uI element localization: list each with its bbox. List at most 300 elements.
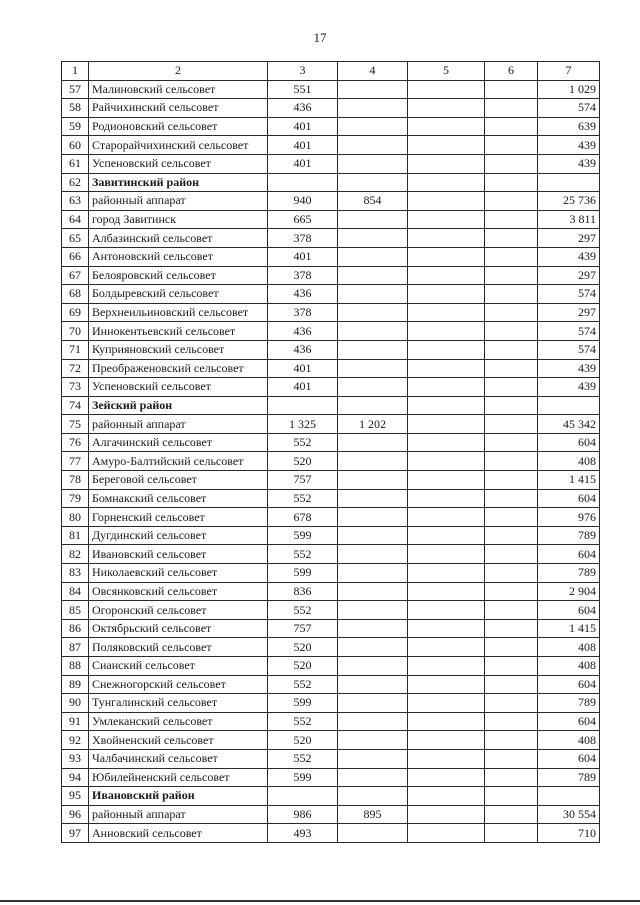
col5-cell xyxy=(408,117,485,136)
col7-cell: 1 415 xyxy=(538,471,600,490)
col7-cell: 297 xyxy=(538,266,600,285)
col7-cell: 604 xyxy=(538,489,600,508)
col3-cell: 599 xyxy=(268,694,338,713)
name-cell: Горненский сельсовет xyxy=(89,508,268,527)
col7-cell: 574 xyxy=(538,340,600,359)
col4-cell xyxy=(338,210,408,229)
col6-cell xyxy=(485,526,538,545)
col3-cell: 401 xyxy=(268,117,338,136)
group-row xyxy=(62,787,600,806)
col5-cell xyxy=(408,564,485,583)
col7-cell: 408 xyxy=(538,657,600,676)
col3-cell xyxy=(268,787,338,806)
col3-cell: 678 xyxy=(268,508,338,527)
col4-cell xyxy=(338,471,408,490)
col3-cell: 1 325 xyxy=(268,415,338,434)
col4-cell xyxy=(338,80,408,99)
table-row xyxy=(62,619,600,638)
col6-cell xyxy=(485,657,538,676)
col5-cell xyxy=(408,768,485,787)
col5-cell xyxy=(408,694,485,713)
name-cell: Снежногорский сельсовет xyxy=(89,675,268,694)
row-number-cell: 73 xyxy=(62,378,89,397)
col4-cell xyxy=(338,173,408,192)
col7-cell: 45 342 xyxy=(538,415,600,434)
name-cell: Юбилейненский сельсовет xyxy=(89,768,268,787)
name-cell: Малиновский сельсовет xyxy=(89,80,268,99)
name-cell: Райчихинский сельсовет xyxy=(89,99,268,118)
col5-cell xyxy=(408,396,485,415)
col3-cell: 520 xyxy=(268,657,338,676)
table-row xyxy=(62,675,600,694)
row-number-cell: 71 xyxy=(62,340,89,359)
col5-cell xyxy=(408,787,485,806)
col6-cell xyxy=(485,229,538,248)
col5-cell xyxy=(408,247,485,266)
table-row xyxy=(62,247,600,266)
col3-cell: 552 xyxy=(268,712,338,731)
name-cell: Родионовский сельсовет xyxy=(89,117,268,136)
col6-cell xyxy=(485,675,538,694)
table-row xyxy=(62,749,600,768)
col6-cell xyxy=(485,136,538,155)
row-number-cell: 78 xyxy=(62,471,89,490)
row-number-cell: 66 xyxy=(62,247,89,266)
col6-cell xyxy=(485,80,538,99)
col3-cell: 378 xyxy=(268,229,338,248)
col6-cell xyxy=(485,415,538,434)
col7-cell: 1 415 xyxy=(538,619,600,638)
col7-cell: 439 xyxy=(538,154,600,173)
name-cell: Преображеновский сельсовет xyxy=(89,359,268,378)
col4-cell xyxy=(338,787,408,806)
col6-cell xyxy=(485,154,538,173)
col7-cell: 439 xyxy=(538,247,600,266)
col5-cell xyxy=(408,824,485,843)
col6-cell xyxy=(485,712,538,731)
table-row xyxy=(62,80,600,99)
col5-cell xyxy=(408,322,485,341)
col3-cell: 401 xyxy=(268,136,338,155)
col6-cell xyxy=(485,749,538,768)
col7-cell xyxy=(538,396,600,415)
col4-cell xyxy=(338,638,408,657)
col7-cell: 604 xyxy=(538,545,600,564)
row-number-cell: 87 xyxy=(62,638,89,657)
page-number: 17 xyxy=(313,30,327,45)
col5-cell xyxy=(408,731,485,750)
col7-cell: 439 xyxy=(538,136,600,155)
name-cell: Белояровский сельсовет xyxy=(89,266,268,285)
col7-cell: 439 xyxy=(538,359,600,378)
col3-cell: 436 xyxy=(268,322,338,341)
row-number-cell: 76 xyxy=(62,433,89,452)
col6-cell xyxy=(485,582,538,601)
col7-cell: 439 xyxy=(538,378,600,397)
row-number-cell: 83 xyxy=(62,564,89,583)
name-cell: Завитинский район xyxy=(89,173,268,192)
col3-cell: 599 xyxy=(268,526,338,545)
row-number-cell: 67 xyxy=(62,266,89,285)
col6-cell xyxy=(485,285,538,304)
col3-cell: 401 xyxy=(268,247,338,266)
col4-cell: 854 xyxy=(338,192,408,211)
row-number-cell: 90 xyxy=(62,694,89,713)
col6-cell xyxy=(485,210,538,229)
col5-cell xyxy=(408,638,485,657)
col4-cell xyxy=(338,396,408,415)
table-row xyxy=(62,117,600,136)
col3-cell: 552 xyxy=(268,433,338,452)
group-row xyxy=(62,396,600,415)
col3-cell: 520 xyxy=(268,731,338,750)
col6-cell xyxy=(485,768,538,787)
row-number-cell: 69 xyxy=(62,303,89,322)
col7-cell: 789 xyxy=(538,564,600,583)
col4-cell xyxy=(338,136,408,155)
name-cell: Тунгалинский сельсовет xyxy=(89,694,268,713)
table-row xyxy=(62,359,600,378)
row-number-cell: 72 xyxy=(62,359,89,378)
col6-cell xyxy=(485,359,538,378)
col4-cell xyxy=(338,824,408,843)
col4-cell xyxy=(338,433,408,452)
name-cell: Успеновский сельсовет xyxy=(89,154,268,173)
col4-cell xyxy=(338,229,408,248)
col4-cell xyxy=(338,601,408,620)
row-number-cell: 60 xyxy=(62,136,89,155)
table-header-row xyxy=(62,62,600,81)
col6-cell xyxy=(485,322,538,341)
table-row xyxy=(62,340,600,359)
col4-cell: 1 202 xyxy=(338,415,408,434)
col6-cell xyxy=(485,378,538,397)
table-row xyxy=(62,136,600,155)
col3-cell: 378 xyxy=(268,266,338,285)
col3-cell: 665 xyxy=(268,210,338,229)
name-cell: Береговой сельсовет xyxy=(89,471,268,490)
col7-cell: 789 xyxy=(538,768,600,787)
row-number-cell: 62 xyxy=(62,173,89,192)
col4-cell xyxy=(338,117,408,136)
name-cell: районный аппарат xyxy=(89,415,268,434)
col6-cell xyxy=(485,564,538,583)
col6-cell xyxy=(485,247,538,266)
col5-cell xyxy=(408,415,485,434)
row-number-cell: 77 xyxy=(62,452,89,471)
name-cell: Верхнеильиновский сельсовет xyxy=(89,303,268,322)
col3-cell: 757 xyxy=(268,619,338,638)
row-number-cell: 94 xyxy=(62,768,89,787)
col4-cell xyxy=(338,749,408,768)
col4-cell xyxy=(338,452,408,471)
col6-cell xyxy=(485,824,538,843)
col5-cell xyxy=(408,471,485,490)
col6-cell xyxy=(485,508,538,527)
row-number-cell: 75 xyxy=(62,415,89,434)
table-row xyxy=(62,303,600,322)
name-cell: Старорайчихинский сельсовет xyxy=(89,136,268,155)
col7-cell: 408 xyxy=(538,638,600,657)
table-row xyxy=(62,805,600,824)
name-cell: Куприяновский сельсовет xyxy=(89,340,268,359)
col3-cell: 552 xyxy=(268,601,338,620)
row-number-cell: 93 xyxy=(62,749,89,768)
row-number-cell: 64 xyxy=(62,210,89,229)
table-row xyxy=(62,192,600,211)
col6-cell xyxy=(485,545,538,564)
col7-cell: 789 xyxy=(538,526,600,545)
name-cell: Иннокентьевский сельсовет xyxy=(89,322,268,341)
col6-cell xyxy=(485,396,538,415)
col5-cell xyxy=(408,657,485,676)
table-row xyxy=(62,712,600,731)
row-number-cell: 84 xyxy=(62,582,89,601)
col7-cell: 976 xyxy=(538,508,600,527)
col4-cell xyxy=(338,545,408,564)
row-number-cell: 63 xyxy=(62,192,89,211)
col5-cell xyxy=(408,712,485,731)
row-number-cell: 85 xyxy=(62,601,89,620)
table-row xyxy=(62,229,600,248)
col5-cell xyxy=(408,508,485,527)
col6-cell xyxy=(485,787,538,806)
col6-cell xyxy=(485,192,538,211)
col7-cell: 30 554 xyxy=(538,805,600,824)
name-cell: районный аппарат xyxy=(89,805,268,824)
table-row xyxy=(62,378,600,397)
row-number-cell: 81 xyxy=(62,526,89,545)
row-number-cell: 95 xyxy=(62,787,89,806)
col3-cell: 436 xyxy=(268,99,338,118)
col4-cell xyxy=(338,564,408,583)
row-number-cell: 59 xyxy=(62,117,89,136)
col4-cell xyxy=(338,526,408,545)
row-number-cell: 92 xyxy=(62,731,89,750)
col4-cell xyxy=(338,508,408,527)
group-row xyxy=(62,173,600,192)
col7-cell: 297 xyxy=(538,229,600,248)
col7-cell: 1 029 xyxy=(538,80,600,99)
col5-cell xyxy=(408,285,485,304)
col3-cell: 551 xyxy=(268,80,338,99)
col5-cell xyxy=(408,526,485,545)
name-cell: Огоронский сельсовет xyxy=(89,601,268,620)
col4-cell xyxy=(338,154,408,173)
col4-cell xyxy=(338,731,408,750)
col6-cell xyxy=(485,303,538,322)
column-header: 6 xyxy=(485,62,538,81)
table-row xyxy=(62,415,600,434)
col3-cell: 552 xyxy=(268,675,338,694)
row-number-cell: 88 xyxy=(62,657,89,676)
table-row xyxy=(62,768,600,787)
col3-cell: 436 xyxy=(268,340,338,359)
col7-cell: 408 xyxy=(538,731,600,750)
col4-cell xyxy=(338,582,408,601)
table-row xyxy=(62,210,600,229)
col5-cell xyxy=(408,80,485,99)
column-header: 2 xyxy=(89,62,268,81)
col5-cell xyxy=(408,601,485,620)
col6-cell xyxy=(485,340,538,359)
col3-cell: 599 xyxy=(268,768,338,787)
col3-cell: 436 xyxy=(268,285,338,304)
col5-cell xyxy=(408,433,485,452)
col6-cell xyxy=(485,489,538,508)
table-row xyxy=(62,489,600,508)
name-cell: Николаевский сельсовет xyxy=(89,564,268,583)
row-number-cell: 96 xyxy=(62,805,89,824)
col5-cell xyxy=(408,99,485,118)
col3-cell xyxy=(268,396,338,415)
col4-cell xyxy=(338,768,408,787)
table-row xyxy=(62,731,600,750)
name-cell: Албазинский сельсовет xyxy=(89,229,268,248)
col4-cell xyxy=(338,322,408,341)
name-cell: Хвойненский сельсовет xyxy=(89,731,268,750)
name-cell: город Завитинск xyxy=(89,210,268,229)
table-row xyxy=(62,433,600,452)
col6-cell xyxy=(485,173,538,192)
col7-cell: 604 xyxy=(538,601,600,620)
col6-cell xyxy=(485,805,538,824)
col6-cell xyxy=(485,601,538,620)
col7-cell: 710 xyxy=(538,824,600,843)
row-number-cell: 74 xyxy=(62,396,89,415)
col5-cell xyxy=(408,359,485,378)
column-header: 3 xyxy=(268,62,338,81)
row-number-cell: 57 xyxy=(62,80,89,99)
col4-cell xyxy=(338,619,408,638)
col4-cell xyxy=(338,378,408,397)
table-row xyxy=(62,638,600,657)
col4-cell xyxy=(338,303,408,322)
col4-cell xyxy=(338,247,408,266)
col3-cell xyxy=(268,173,338,192)
col7-cell: 574 xyxy=(538,322,600,341)
name-cell: Чалбачинский сельсовет xyxy=(89,749,268,768)
name-cell: Антоновский сельсовет xyxy=(89,247,268,266)
name-cell: Ивановский сельсовет xyxy=(89,545,268,564)
col6-cell xyxy=(485,731,538,750)
col7-cell: 408 xyxy=(538,452,600,471)
name-cell: Зейский район xyxy=(89,396,268,415)
name-cell: Поляковский сельсовет xyxy=(89,638,268,657)
col7-cell: 2 904 xyxy=(538,582,600,601)
table-row xyxy=(62,508,600,527)
col3-cell: 401 xyxy=(268,359,338,378)
row-number-cell: 86 xyxy=(62,619,89,638)
col3-cell: 552 xyxy=(268,489,338,508)
row-number-cell: 89 xyxy=(62,675,89,694)
table-row xyxy=(62,545,600,564)
col3-cell: 493 xyxy=(268,824,338,843)
col7-cell: 789 xyxy=(538,694,600,713)
name-cell: Дугдинский сельсовет xyxy=(89,526,268,545)
col4-cell xyxy=(338,359,408,378)
col4-cell xyxy=(338,99,408,118)
col6-cell xyxy=(485,694,538,713)
col3-cell: 757 xyxy=(268,471,338,490)
col7-cell: 25 736 xyxy=(538,192,600,211)
table-row xyxy=(62,154,600,173)
table-row xyxy=(62,657,600,676)
name-cell: Бомнакский сельсовет xyxy=(89,489,268,508)
col7-cell xyxy=(538,173,600,192)
row-number-cell: 68 xyxy=(62,285,89,304)
row-number-cell: 80 xyxy=(62,508,89,527)
col7-cell: 604 xyxy=(538,433,600,452)
row-number-cell: 91 xyxy=(62,712,89,731)
table-row xyxy=(62,601,600,620)
name-cell: Успеновский сельсовет xyxy=(89,378,268,397)
col5-cell xyxy=(408,582,485,601)
name-cell: Алгачинский сельсовет xyxy=(89,433,268,452)
col6-cell xyxy=(485,266,538,285)
row-number-cell: 70 xyxy=(62,322,89,341)
table-row xyxy=(62,526,600,545)
column-header: 5 xyxy=(408,62,485,81)
col5-cell xyxy=(408,749,485,768)
row-number-cell: 61 xyxy=(62,154,89,173)
col4-cell xyxy=(338,489,408,508)
col7-cell: 3 811 xyxy=(538,210,600,229)
col5-cell xyxy=(408,452,485,471)
table-row xyxy=(62,452,600,471)
table-row xyxy=(62,582,600,601)
name-cell: Октябрьский сельсовет xyxy=(89,619,268,638)
row-number-cell: 58 xyxy=(62,99,89,118)
col3-cell: 986 xyxy=(268,805,338,824)
col6-cell xyxy=(485,452,538,471)
col5-cell xyxy=(408,154,485,173)
name-cell: районный аппарат xyxy=(89,192,268,211)
col5-cell xyxy=(408,266,485,285)
row-number-cell: 79 xyxy=(62,489,89,508)
column-header: 7 xyxy=(538,62,600,81)
col5-cell xyxy=(408,805,485,824)
table-row xyxy=(62,266,600,285)
col7-cell: 297 xyxy=(538,303,600,322)
col4-cell: 895 xyxy=(338,805,408,824)
col5-cell xyxy=(408,192,485,211)
table-row xyxy=(62,824,600,843)
col3-cell: 401 xyxy=(268,154,338,173)
col3-cell: 552 xyxy=(268,749,338,768)
col3-cell: 599 xyxy=(268,564,338,583)
col3-cell: 520 xyxy=(268,638,338,657)
col6-cell xyxy=(485,471,538,490)
col4-cell xyxy=(338,694,408,713)
col5-cell xyxy=(408,136,485,155)
table-row xyxy=(62,99,600,118)
name-cell: Умлеканский сельсовет xyxy=(89,712,268,731)
name-cell: Ивановский район xyxy=(89,787,268,806)
col4-cell xyxy=(338,340,408,359)
table-row xyxy=(62,564,600,583)
col4-cell xyxy=(338,266,408,285)
col7-cell: 639 xyxy=(538,117,600,136)
col5-cell xyxy=(408,489,485,508)
col5-cell xyxy=(408,229,485,248)
col6-cell xyxy=(485,619,538,638)
col4-cell xyxy=(338,675,408,694)
col5-cell xyxy=(408,619,485,638)
table-row xyxy=(62,694,600,713)
col7-cell: 574 xyxy=(538,99,600,118)
col4-cell xyxy=(338,712,408,731)
